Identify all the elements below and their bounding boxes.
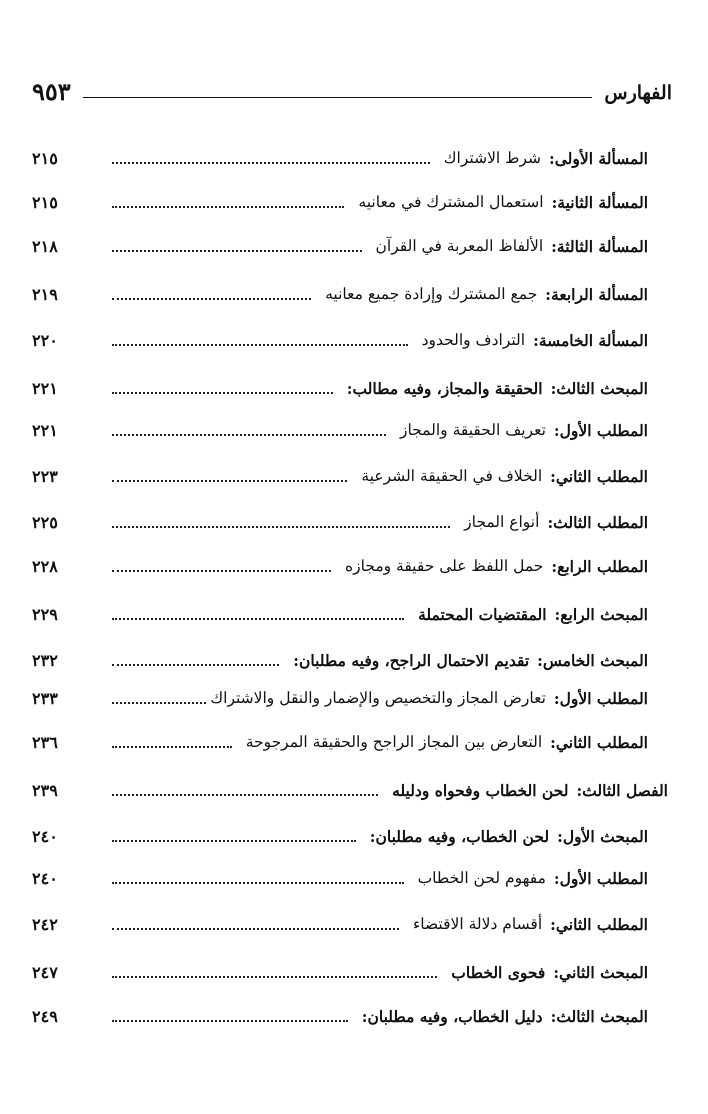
toc-entry-page: ٢٢٥ xyxy=(32,512,58,532)
toc-entry-page: ٢٤٧ xyxy=(32,962,58,982)
toc-entry-page: ٢٤٠ xyxy=(32,868,58,888)
toc-entry-page: ٢١٨ xyxy=(32,236,58,256)
toc-entry-label: المطلب الأول xyxy=(559,420,648,440)
toc-entry-title: أقسام دلالة الاقتضاء xyxy=(412,915,543,933)
dot-leader xyxy=(112,250,362,252)
running-header xyxy=(32,66,672,106)
toc-entry: المطلب الرابع : حمل اللفظ على حقيقة ومجازه ٢٢٨ xyxy=(32,556,648,576)
toc-entry-title: شرط الاشتراك xyxy=(443,149,542,167)
dot-leader xyxy=(112,344,408,346)
toc-entry-label: الفصل الثالث xyxy=(582,780,668,800)
dot-leader xyxy=(112,928,399,930)
toc-entry-page: ٢٤٠ xyxy=(32,826,58,846)
toc-entry: المبحث الثالث : دليل الخطاب، وفيه مطلبان: ٢٤٩ xyxy=(32,1006,648,1026)
toc-entry-title: الخلاف في الحقيقة الشرعية xyxy=(361,467,543,485)
toc-entry-label: المطلب الثاني xyxy=(555,466,648,486)
toc-entry-label: المبحث الثالث xyxy=(556,378,648,398)
toc-entry-page: ٢٢٩ xyxy=(32,604,58,624)
toc-entry-page: ٢٢٨ xyxy=(32,556,58,576)
dot-leader xyxy=(112,526,450,528)
toc-entry-title: فحوى الخطاب xyxy=(451,962,546,982)
toc-entry-title: تقديم الاحتمال الراجح، وفيه مطلبان: xyxy=(293,650,530,670)
toc-entry: المسألة الأولى : شرط الاشتراك ٢١٥ xyxy=(32,148,648,168)
toc-entry: المطلب الثاني : الخلاف في الحقيقة الشرعية ٢٢٣ xyxy=(32,466,648,486)
dot-leader xyxy=(112,664,279,666)
toc-entry: المسألة الرابعة : جمع المشترك وإرادة جميع معانيه ٢١٩ xyxy=(32,284,648,304)
toc-entry-page: ٢٢١ xyxy=(32,378,58,398)
toc-entry-title: أنواع المجاز xyxy=(464,513,540,531)
toc-entry-title: مفهوم لحن الخطاب xyxy=(417,869,546,887)
dot-leader xyxy=(112,702,206,704)
toc-entry-title: تعريف الحقيقة والمجاز xyxy=(399,421,546,439)
dot-leader xyxy=(112,882,404,884)
dot-leader xyxy=(112,480,347,482)
dot-leader xyxy=(112,206,344,208)
toc-entry-label: المطلب الرابع xyxy=(557,556,648,576)
dot-leader xyxy=(112,570,331,572)
toc-entry-page: ٢٤٩ xyxy=(32,1006,58,1026)
toc-entry-title: حمل اللفظ على حقيقة ومجازه xyxy=(344,557,544,575)
toc-entry: المسألة الخامسة : الترادف والحدود ٢٢٠ xyxy=(32,330,648,350)
toc-entry: المطلب الأول : تعريف الحقيقة والمجاز ٢٢١ xyxy=(32,420,648,440)
toc-entry-label: المسألة الثانية xyxy=(557,192,648,212)
toc-entry-label: المسألة الثالثة xyxy=(556,236,648,256)
dot-leader xyxy=(112,434,386,436)
dot-leader xyxy=(112,1020,348,1022)
toc-entry: المسألة الثانية : استعمال المشترك في معانيه ٢١٥ xyxy=(32,192,648,212)
dot-leader xyxy=(112,746,232,748)
toc-entry: المبحث الخامس : تقديم الاحتمال الراجح، وفيه مطلبان: ٢٣٢ xyxy=(32,650,648,670)
toc-entry-page: ٢١٥ xyxy=(32,148,58,168)
toc-entry-label: المبحث الأول xyxy=(562,826,648,846)
toc-entry: المبحث الرابع : المقتضيات المحتملة ٢٢٩ xyxy=(32,604,648,624)
toc-entry-label: المسألة الرابعة xyxy=(551,284,648,304)
toc-entry-page: ٢٣٦ xyxy=(32,732,58,752)
toc-entry: المطلب الأول : مفهوم لحن الخطاب ٢٤٠ xyxy=(32,868,648,888)
toc-entry-title: الحقيقة والمجاز، وفيه مطالب: xyxy=(346,378,543,398)
toc-entry-label: المسألة الخامسة xyxy=(538,330,648,350)
dot-leader xyxy=(112,162,430,164)
toc-entry: المسألة الثالثة : الألفاظ المعربة في القرآن ٢١٨ xyxy=(32,236,648,256)
toc-entry-title: لحن الخطاب، وفيه مطلبان: xyxy=(369,826,550,846)
toc-entry-label: المطلب الثاني xyxy=(555,914,648,934)
toc-entry-page: ٢٣٩ xyxy=(32,780,58,800)
toc-entry-page: ٢١٩ xyxy=(32,284,58,304)
header-rule xyxy=(83,97,593,98)
toc-entry: المبحث الثالث : الحقيقة والمجاز، وفيه مطالب: ٢٢١ xyxy=(32,378,648,398)
dot-leader xyxy=(112,392,333,394)
toc-entry: المطلب الثاني : التعارض بين المجاز الراجح والحقيقة المرجوحة ٢٣٦ xyxy=(32,732,648,752)
toc-entry: المبحث الأول : لحن الخطاب، وفيه مطلبان: ٢٤٠ xyxy=(32,826,648,846)
page-number: ٩٥٣ xyxy=(32,77,71,106)
toc-entry-page: ٢٢٣ xyxy=(32,466,58,486)
dot-leader xyxy=(112,794,378,796)
toc-entry-label: المطلب الأول xyxy=(559,688,648,708)
dot-leader xyxy=(112,618,404,620)
toc-entry-page: ٢٤٢ xyxy=(32,914,58,934)
toc-entry-label: المبحث الثالث xyxy=(556,1006,648,1026)
dot-leader xyxy=(112,298,311,300)
toc-entry-page: ٢٣٢ xyxy=(32,650,58,670)
running-header-title: الفهارس xyxy=(604,82,672,104)
toc-entry-label: المبحث الرابع xyxy=(560,604,648,624)
toc-entry: المطلب الثالث : أنواع المجاز ٢٢٥ xyxy=(32,512,648,532)
toc-entry-title: استعمال المشترك في معانيه xyxy=(358,193,544,211)
toc-entry-label: المطلب الأول xyxy=(559,868,648,888)
toc-entry-label: المسألة الأولى xyxy=(554,148,648,168)
toc-entry-title: المقتضيات المحتملة xyxy=(418,604,547,624)
toc-entry-label: المطلب الثاني xyxy=(555,732,648,752)
toc-entry: المبحث الثاني : فحوى الخطاب ٢٤٧ xyxy=(32,962,648,982)
toc-entry-label: المبحث الخامس xyxy=(542,650,648,670)
dot-leader xyxy=(112,840,356,842)
toc-entry-label: المبحث الثاني xyxy=(559,962,648,982)
toc-entry-title: التعارض بين المجاز الراجح والحقيقة المرجوحة xyxy=(245,733,543,751)
toc-entry-label: المطلب الثالث xyxy=(553,512,648,532)
toc-entry-title: الألفاظ المعربة في القرآن xyxy=(375,237,544,255)
toc-entry-page: ٢٣٣ xyxy=(32,688,58,708)
toc-entry-page: ٢٢٠ xyxy=(32,330,58,350)
toc-entry: المطلب الثاني : أقسام دلالة الاقتضاء ٢٤٢ xyxy=(32,914,648,934)
toc-entry-title: الترادف والحدود xyxy=(421,331,526,349)
toc-entry: المطلب الأول : تعارض المجاز والتخصيص والإضمار والنقل والاشتراك ٢٣٣ xyxy=(32,688,648,708)
toc-entry-page: ٢٢١ xyxy=(32,420,58,440)
toc-entry-title: جمع المشترك وإرادة جميع معانيه xyxy=(325,285,538,303)
toc-entry-title: تعارض المجاز والتخصيص والإضمار والنقل والاشتراك xyxy=(210,689,546,707)
dot-leader xyxy=(112,976,437,978)
toc-entry-title: لحن الخطاب وفحواه ودليله xyxy=(392,780,569,800)
toc-entry-title: دليل الخطاب، وفيه مطلبان: xyxy=(361,1006,543,1026)
toc-entry: الفصل الثالث : لحن الخطاب وفحواه ودليله ٢٣٩ xyxy=(32,780,668,800)
toc-entry-page: ٢١٥ xyxy=(32,192,58,212)
